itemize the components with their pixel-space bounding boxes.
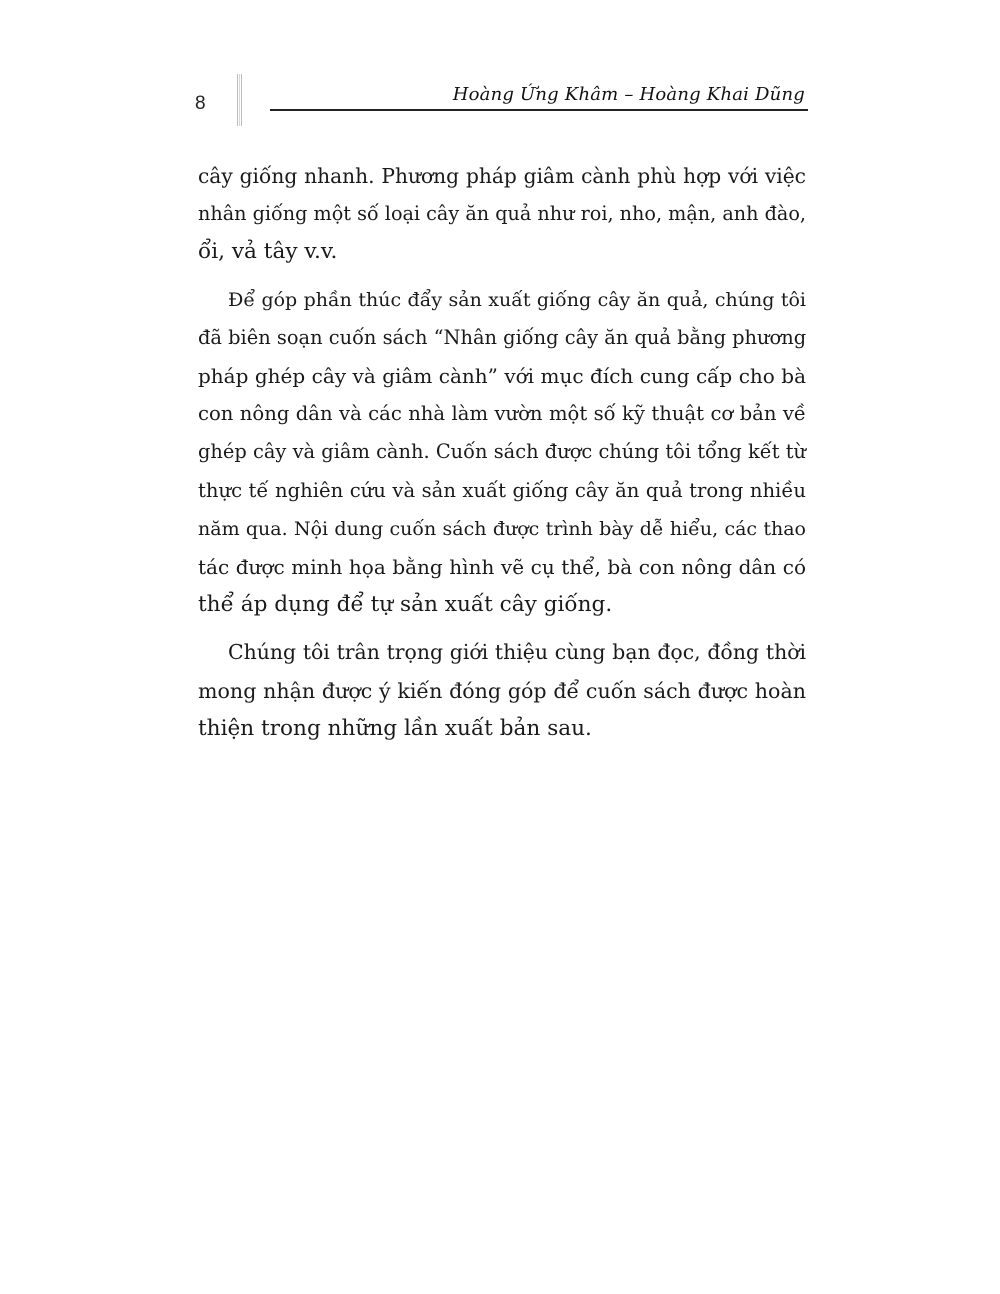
text-line: thực tế nghiên cứu và sản xuất giống cây ăn quả trong nhiều xyxy=(198,478,806,502)
text-line: mong nhận được ý kiến đóng góp để cuốn sách được hoàn xyxy=(198,678,806,703)
text-line: pháp ghép cây và giâm cành” với mục đích cung cấp cho bà xyxy=(198,364,806,389)
page-number: 8 xyxy=(195,93,206,114)
text-line: nhân giống một số loại cây ăn quả như roi, nho, mận, anh đào, xyxy=(198,202,806,226)
paragraph-1 xyxy=(198,157,806,272)
text-line: thể áp dụng để tự sản xuất cây giống. xyxy=(198,592,613,618)
text-line: tác được minh họa bằng hình vẽ cụ thể, bà con nông dân có xyxy=(198,555,806,580)
header-divider xyxy=(237,74,243,126)
text-line: thiện trong những lần xuất bản sau. xyxy=(198,715,592,741)
paragraph-2 xyxy=(198,281,806,625)
running-head-authors: Hoàng Ứng Khâm – Hoàng Khai Dũng xyxy=(452,84,805,105)
header-rule xyxy=(270,109,808,111)
paragraph-3 xyxy=(198,633,806,748)
text-line: năm qua. Nội dung cuốn sách được trình bày dễ hiểu, các thao xyxy=(198,517,806,540)
text-line: Chúng tôi trân trọng giới thiệu cùng bạn đọc, đồng thời xyxy=(228,640,806,665)
body-text xyxy=(198,157,806,748)
text-line: đã biên soạn cuốn sách “Nhân giống cây ăn quả bằng phương xyxy=(198,325,807,349)
text-line: con nông dân và các nhà làm vườn một số kỹ thuật cơ bản về xyxy=(198,402,806,426)
text-line: cây giống nhanh. Phương pháp giâm cành phù hợp với việc xyxy=(198,164,806,188)
text-line: ghép cây và giâm cành. Cuốn sách được chúng tôi tổng kết từ xyxy=(198,440,806,464)
text-line: Để góp phần thúc đẩy sản xuất giống cây ăn quả, chúng tôi xyxy=(228,288,806,311)
text-line: ổi, vả tây v.v. xyxy=(198,239,338,265)
